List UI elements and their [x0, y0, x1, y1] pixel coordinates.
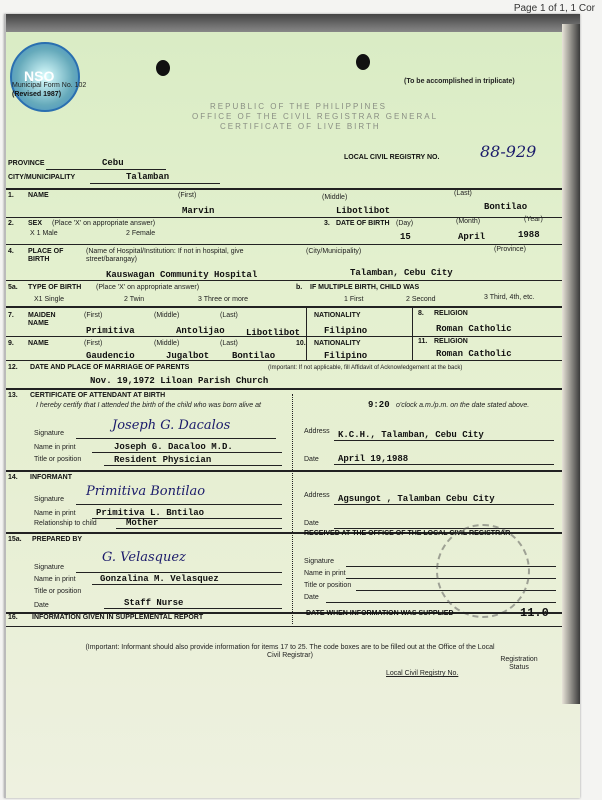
- father-middle-label: (Middle): [154, 340, 180, 347]
- registration-status-label: Registration Status: [500, 656, 538, 671]
- dob-month-label: (Month): [456, 218, 481, 225]
- received-title-label: Title or position: [304, 582, 352, 589]
- attendant-num: 13.: [8, 392, 18, 399]
- father-first-label: (First): [84, 340, 103, 347]
- received-date-label: Date: [304, 594, 319, 601]
- attendant-title: Resident Physician: [114, 455, 212, 465]
- registrar-stamp-icon: [436, 524, 530, 618]
- dob-day-label: (Day): [396, 220, 414, 227]
- pob-city-value: Talamban, Cebu City: [350, 268, 453, 278]
- form-revised: (Revised 1987): [12, 91, 62, 98]
- received-sig-label: Signature: [304, 558, 334, 565]
- attendant-date: April 19,1988: [338, 454, 409, 464]
- marriage-value: Nov. 19,1972 Liloan Parish Church: [90, 376, 269, 386]
- pob-instruction: (Name of Hospital/Institution: If not in hospital, give street/barangay): [86, 248, 244, 263]
- punch-hole-left: [156, 60, 170, 76]
- nso-seal-icon: [10, 42, 80, 112]
- type-three: 3 Three or more: [198, 296, 249, 303]
- child-last: Bontilao: [484, 202, 528, 212]
- father-label: NAME: [28, 340, 49, 347]
- mother-last-label: (Last): [220, 312, 238, 319]
- informant-signature: Primitiva Bontilao: [86, 484, 206, 499]
- supplemental-label: INFORMATION GIVEN IN SUPPLEMENTAL REPORT: [32, 614, 204, 621]
- child-name-num: 1.: [8, 192, 14, 199]
- prepared-title: Staff Nurse: [124, 598, 184, 608]
- informant-date-label: Date: [304, 520, 319, 527]
- father-num: 9.: [8, 340, 14, 347]
- marriage-label: DATE AND PLACE OF MARRIAGE OF PARENTS: [30, 364, 190, 371]
- dob-day: 15: [400, 232, 411, 242]
- child-first: Marvin: [182, 206, 215, 216]
- title-line-1: REPUBLIC OF THE PHILIPPINES: [210, 102, 387, 111]
- prepared-sig-label: Signature: [34, 564, 64, 571]
- attendant-print-label: Name in print: [34, 444, 76, 451]
- prepared-signature: G. Velasquez: [102, 550, 186, 565]
- birth-certificate-document: [4, 14, 580, 798]
- father-nationality-num: 10.: [296, 340, 306, 347]
- lcr-no-label: Local Civil Registry No.: [386, 670, 459, 677]
- father-religion-num: 11.: [418, 338, 428, 345]
- informant-address: Agsungot , Talamban Cebu City: [338, 494, 495, 504]
- page-indicator: Page 1 of 1, 1 Cor: [511, 2, 598, 15]
- attendant-time: 9:20: [368, 400, 390, 410]
- father-middle: Jugalbot: [166, 351, 210, 361]
- attendant-sig-label: Signature: [34, 430, 64, 437]
- dob-month: April: [458, 232, 486, 242]
- attendant-print: Joseph G. Dacaloo M.D.: [114, 442, 233, 452]
- type-label: TYPE OF BIRTH: [28, 284, 82, 291]
- multiple-second: 2 Second: [406, 296, 436, 303]
- lcr-value: 88-929: [480, 142, 537, 161]
- dob-num: 3.: [324, 220, 330, 227]
- informant-sig-label: Signature: [34, 496, 64, 503]
- dob-label: DATE OF BIRTH: [336, 220, 390, 227]
- child-last-label: (Last): [454, 190, 472, 197]
- province-value: Cebu: [102, 158, 124, 168]
- multiple-label: IF MULTIPLE BIRTH, CHILD WAS: [310, 284, 420, 291]
- prepared-print-label: Name in print: [34, 576, 76, 583]
- form-number: Municipal Form No. 102: [12, 82, 87, 89]
- type-single: X1 Single: [34, 296, 64, 303]
- supplemental-code: 11.0: [520, 606, 549, 620]
- pob-label: PLACE OF BIRTH: [28, 248, 64, 263]
- pob-city-label: (City/Municipality): [306, 248, 362, 255]
- type-instruction: (Place 'X' on appropriate answer): [96, 284, 200, 291]
- sex-option-male: X 1 Male: [30, 230, 58, 237]
- seal-text: NSO: [24, 68, 55, 84]
- marriage-num: 12.: [8, 364, 18, 371]
- father-first: Gaudencio: [86, 351, 135, 361]
- multiple-first: 1 First: [344, 296, 364, 303]
- father-religion-label: RELIGION: [434, 338, 468, 345]
- attendant-title-label: Title or position: [34, 456, 82, 463]
- informant-label: INFORMANT: [30, 474, 72, 481]
- informant-num: 14.: [8, 474, 18, 481]
- prepared-label: PREPARED BY: [32, 536, 83, 543]
- prepared-date-label: Date: [34, 602, 49, 609]
- sex-num: 2.: [8, 220, 14, 227]
- father-religion: Roman Catholic: [436, 349, 512, 359]
- supplemental-note: (Important: Informant should also provide information for items 17 to 25. The code boxes are to be filled out at the Office of the Local Civil Registrar): [85, 644, 495, 659]
- mother-nationality: Filipino: [324, 326, 368, 336]
- sex-option-female: 2 Female: [126, 230, 156, 237]
- supplemental-date-label: DATE WHEN INFORMATION WAS SUPPLIED: [306, 610, 454, 617]
- father-last-label: (Last): [220, 340, 238, 347]
- mother-nationality-label: NATIONALITY: [314, 312, 361, 319]
- title-line-3: CERTIFICATE OF LIVE BIRTH: [220, 122, 381, 131]
- attendant-date-label: Date: [304, 456, 319, 463]
- sex-instruction: (Place 'X' on appropriate answer): [52, 220, 156, 227]
- mother-middle: Antolijao: [176, 326, 225, 336]
- received-print-label: Name in print: [304, 570, 346, 577]
- child-name-label: NAME: [28, 192, 49, 199]
- province-label: PROVINCE: [8, 160, 45, 167]
- city-value: Talamban: [126, 172, 170, 182]
- mother-religion-label: RELIGION: [434, 310, 468, 317]
- dob-year: 1988: [518, 230, 540, 240]
- pob-province-label: (Province): [494, 246, 526, 253]
- city-label: CITY/MUNICIPALITY: [8, 174, 76, 181]
- type-twin: 2 Twin: [124, 296, 145, 303]
- attendant-address: K.C.H., Talamban, Cebu City: [338, 430, 484, 440]
- attendant-signature: Joseph G. Dacalos: [112, 418, 231, 433]
- mother-middle-label: (Middle): [154, 312, 180, 319]
- child-middle-label: (Middle): [322, 194, 348, 201]
- marriage-instruction: (Important: If not applicable, fill Affidavit of Acknowledgement at the back): [268, 365, 463, 371]
- informant-relationship: Mother: [126, 518, 159, 528]
- scan-shadow-top: [6, 14, 580, 32]
- child-first-label: (First): [178, 192, 197, 199]
- informant-print-label: Name in print: [34, 510, 76, 517]
- attendant-cert-text: I hereby certify that I attended the birth of the child who was born alive at: [36, 402, 261, 409]
- mother-last: Libotlibot: [246, 328, 301, 338]
- triplicate-note: (To be accomplished in triplicate): [404, 78, 515, 85]
- mother-first: Primitiva: [86, 326, 135, 336]
- father-nationality: Filipino: [324, 351, 368, 361]
- type-num: 5a.: [8, 284, 18, 291]
- mother-first-label: (First): [84, 312, 103, 319]
- father-nationality-label: NATIONALITY: [314, 340, 361, 347]
- attendant-address-label: Address: [304, 428, 330, 435]
- scan-shadow-right: [562, 24, 580, 704]
- supplemental-num: 16.: [8, 614, 18, 621]
- multiple-third: 3 Third, 4th, etc.: [484, 294, 535, 301]
- mother-label: MAIDEN NAME: [28, 312, 56, 327]
- pob-num: 4.: [8, 248, 14, 255]
- attendant-cert-end: o'clock a.m./p.m. on the date stated above.: [396, 402, 530, 409]
- mother-religion: Roman Catholic: [436, 324, 512, 334]
- title-line-2: OFFICE OF THE CIVIL REGISTRAR GENERAL: [192, 112, 439, 121]
- dob-year-label: (Year): [524, 216, 543, 223]
- punch-hole-right: [356, 54, 370, 70]
- informant-address-label: Address: [304, 492, 330, 499]
- multiple-num: b.: [296, 284, 303, 291]
- mother-religion-num: 8.: [418, 310, 424, 317]
- child-middle: Libotlibot: [336, 206, 391, 216]
- lcr-label: LOCAL CIVIL REGISTRY NO.: [344, 154, 440, 161]
- prepared-title-label: Title or position: [34, 588, 82, 595]
- prepared-num: 15a.: [8, 536, 22, 543]
- attendant-label: CERTIFICATE OF ATTENDANT AT BIRTH: [30, 392, 166, 399]
- mother-num: 7.: [8, 312, 14, 319]
- prepared-print: Gonzalina M. Velasquez: [100, 574, 219, 584]
- pob-value: Kauswagan Community Hospital: [106, 270, 258, 280]
- sex-label: SEX: [28, 220, 43, 227]
- informant-print: Primitiva L. Bntilao: [96, 508, 205, 518]
- informant-relationship-label: Relationship to child: [34, 520, 97, 527]
- received-label: RECEIVED AT THE OFFICE OF THE LOCAL CIVIL REGISTRAR: [304, 530, 511, 537]
- father-last: Bontilao: [232, 351, 276, 361]
